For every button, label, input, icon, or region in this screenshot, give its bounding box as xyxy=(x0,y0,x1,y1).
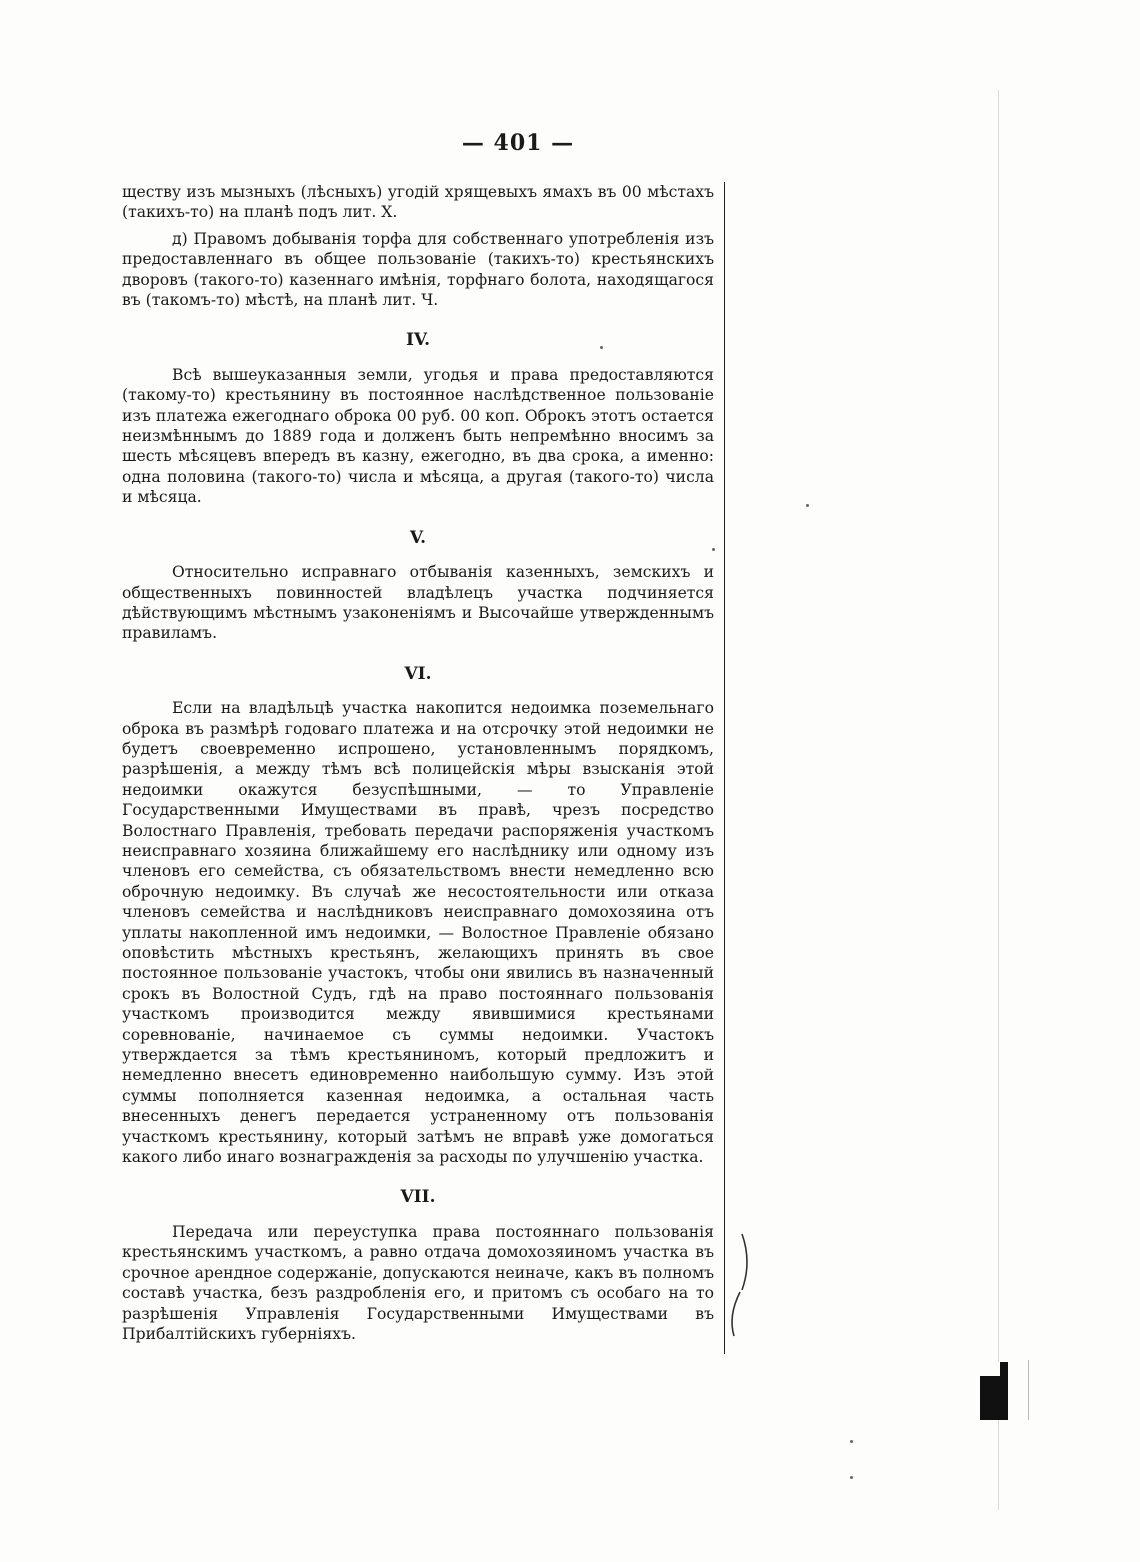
section-heading-vi: VI. xyxy=(404,663,432,684)
paragraph-section-v: Относительно исправнаго отбыванія казенныхъ, земскихъ и общественныхъ повинностей владѣлецъ участка подчиняется дѣйствующимъ мѣстнымъ узаконеніямъ и Высочайше утвержденнымъ правиламъ. xyxy=(122,563,714,643)
paragraph-continued: ществу изъ мызныхъ (лѣсныхъ) угодій хрящевыхъ ямахъ въ 00 мѣстахъ (такихъ-то) на планѣ подъ лит. X. xyxy=(122,183,714,222)
section-heading-iv: IV. xyxy=(405,330,431,351)
scan-speck-icon xyxy=(806,504,809,507)
paragraph-section-iv: Всѣ вышеуказанныя земли, угодья и права предоставляются (такому-то) крестьянину въ постоянное наслѣдственное пользованіе изъ платежа ежегоднаго оброка 00 руб. 00 коп. Оброкъ этотъ остается неизмѣннымъ до 1889 года и долженъ быть непремѣнно вносимъ за шесть мѣсяцевъ впередъ въ казну, ежегодно, въ два срока, а именно: одна половина (такого-то) числа и мѣсяца, а другая (такого-то) числа и мѣсяца. xyxy=(122,365,714,507)
scan-speck-icon xyxy=(600,346,603,349)
paragraph-section-vi: Если на владѣльцѣ участка накопится недоимка поземельнаго оброка въ размѣрѣ годоваго платежа и на отсрочку этой недоимки не будетъ своевременно испрошено, установленнымъ порядкомъ, разрѣшенія, а между тѣмъ всѣ полицейскія мѣры взысканія этой недоимки окажутся безуспѣшными, — то Управленіе Государственными Имуществами въ правѣ, чрезъ посредство Волостнаго Правленія, требовать передачи распоряженія участкомъ неисправнаго хозяина ближайшему его наслѣднику или одному изъ членовъ его семейства, съ обязательствомъ внести немедленно всю оброчную недоимку. Въ случаѣ же несостоятельности или отказа членовъ семейства и наслѣдниковъ неисправнаго домохозяина отъ уплаты накопленной имъ недоимки, — Волостное Правленіе обязано оповѣстить мѣстныхъ крестьянъ, желающихъ принять въ свое постоянное пользованіе участокъ, чтобы они явились въ назначенный срокъ въ Волостной Судъ, гдѣ на право постояннаго пользованія участкомъ производится между явившимися крестьянами соревнованіе, начинаемое съ суммы недоимки. Участокъ утверждается за тѣмъ крестьяниномъ, который предложитъ и немедленно внесетъ единовременно наибольшую сумму. Изъ этой суммы пополняется казенная недоимка, а остальная часть внесенныхъ денегъ передается устраненному отъ пользованія участкомъ крестьянину, который затѣмъ не вправѣ уже домогаться какого либо инаго вознагражденія за расходы по улучшенію участка. xyxy=(122,699,714,1167)
margin-slash-icon xyxy=(726,1290,746,1340)
page-edge-line xyxy=(998,90,999,1510)
page-edge-line-lower xyxy=(1028,1360,1029,1420)
scan-speck-icon xyxy=(712,548,715,551)
document-body xyxy=(122,182,714,1344)
section-heading-v: V. xyxy=(409,527,427,548)
scan-speck-icon xyxy=(850,1440,853,1443)
margin-rule xyxy=(724,182,725,1354)
scan-speck-icon xyxy=(850,1476,853,1479)
page-number: — 401 — xyxy=(461,130,575,156)
section-heading-vii: VII. xyxy=(400,1187,436,1208)
scan-artifact-icon xyxy=(980,1362,1008,1420)
margin-bracket-icon xyxy=(738,1232,758,1292)
paragraph-section-vii: Передача или переуступка права постояннаго пользованія крестьянскимъ участкомъ, а равно отдача домохозяиномъ участка въ срочное арендное содержаніе, допускаются неиначе, какъ въ полномъ составѣ участка, безъ раздробленія его, и притомъ съ особаго на то разрѣшенія Управленія Государственными Имуществами въ Прибалтійскихъ губерніяхъ. xyxy=(122,1222,714,1343)
paragraph-peat-rights: д) Правомъ добыванія торфа для собственнаго употребленія изъ предоставленнаго въ общее пользованіе (такихъ-то) крестьянскихъ дворовъ (такого-то) казеннаго имѣнія, торфнаго болота, находящагося въ (такомъ-то) мѣстѣ, на планѣ лит. Ч. xyxy=(122,229,714,310)
